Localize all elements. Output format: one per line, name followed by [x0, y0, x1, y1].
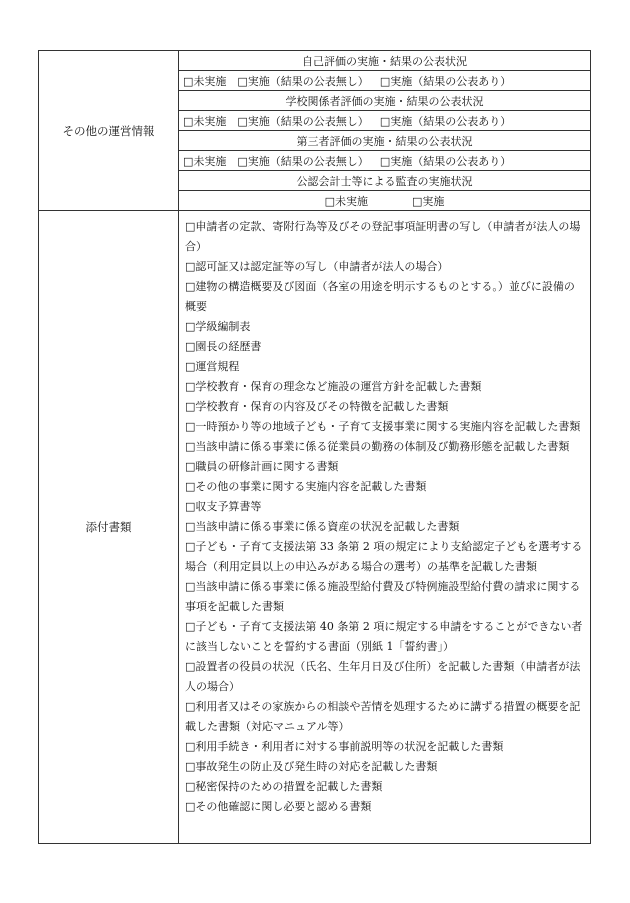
attachment-item[interactable]: □一時預かり等の地域子ども・子育て支援事業に関する実施内容を記載した書類	[185, 420, 581, 433]
attachment-item[interactable]: □子ども・子育て支援法第 40 条第 2 項に規定する申請をすることができない者に該当しないことを誓約する書面（別紙 1「誓約書」）	[185, 620, 583, 653]
option-done-published[interactable]: □実施（結果の公表あり）	[379, 74, 512, 88]
other-info-label: その他の運営情報	[39, 51, 179, 211]
attachment-item[interactable]: □収支予算書等	[185, 500, 262, 513]
attachment-item[interactable]: □当該申請に係る事業に係る資産の状況を記載した書類	[185, 520, 460, 533]
school-eval-options	[179, 111, 591, 131]
attachment-item[interactable]: □運営規程	[185, 360, 240, 373]
option-not-done[interactable]: □未実施	[183, 74, 227, 88]
attachment-item[interactable]: □その他の事業に関する実施内容を記載した書類	[185, 480, 427, 493]
attachments-label: 添付書類	[39, 211, 179, 844]
third-party-eval-options	[179, 151, 591, 171]
attachment-item[interactable]: □当該申請に係る事業に係る施設型給付費及び特例施設型給付費の請求に関する事項を記載した書類	[185, 580, 581, 613]
attachment-item[interactable]: □利用者又はその家族からの相談や苦情を処理するために講ずる措置の概要を記載した書類（対応マニュアル等）	[185, 700, 581, 733]
option-done-unpublished[interactable]: □実施（結果の公表無し）	[237, 154, 369, 168]
attachment-item[interactable]: □認可証又は認定証等の写し（申請者が法人の場合）	[185, 260, 449, 273]
attachments-list	[179, 211, 591, 844]
option-done-unpublished[interactable]: □実施（結果の公表無し）	[237, 114, 369, 128]
third-party-eval-heading: 第三者評価の実施・結果の公表状況	[179, 131, 591, 151]
form-table	[38, 50, 591, 844]
attachment-item[interactable]: □建物の構造概要及び図面（各室の用途を明示するものとする。）並びに設備の概要	[185, 280, 575, 313]
attachment-item[interactable]: □学校教育・保育の理念など施設の運営方針を記載した書類	[185, 380, 482, 393]
attachment-item[interactable]: □職員の研修計画に関する書類	[185, 460, 339, 473]
self-eval-heading: 自己評価の実施・結果の公表状況	[179, 51, 591, 71]
attachment-item[interactable]: □学校教育・保育の内容及びその特徴を記載した書類	[185, 400, 449, 413]
attachment-item[interactable]: □学級編制表	[185, 320, 251, 333]
option-not-done[interactable]: □未実施	[183, 154, 227, 168]
attachment-item[interactable]: □その他確認に関し必要と認める書類	[185, 800, 372, 813]
school-eval-heading: 学校関係者評価の実施・結果の公表状況	[179, 91, 591, 111]
audit-option-not-done[interactable]: □未実施	[324, 194, 368, 208]
attachment-item[interactable]: □利用手続き・利用者に対する事前説明等の状況を記載した書類	[185, 740, 504, 753]
option-not-done[interactable]: □未実施	[183, 114, 227, 128]
audit-options	[179, 191, 591, 211]
audit-option-done[interactable]: □実施	[412, 194, 445, 208]
attachment-item[interactable]: □設置者の役員の状況（氏名、生年月日及び住所）を記載した書類（申請者が法人の場合）	[185, 660, 581, 693]
attachment-item[interactable]: □秘密保持のための措置を記載した書類	[185, 780, 383, 793]
attachment-item[interactable]: □当該申請に係る事業に係る従業員の勤務の体制及び勤務形態を記載した書類	[185, 440, 570, 453]
self-eval-options	[179, 71, 591, 91]
attachment-item[interactable]: □園長の経歴書	[185, 340, 262, 353]
attachment-item[interactable]: □申請者の定款、寄附行為等及びその登記事項証明書の写し（申請者が法人の場合）	[185, 220, 581, 253]
attachment-item[interactable]: □事故発生の防止及び発生時の対応を記載した書類	[185, 760, 438, 773]
audit-heading: 公認会計士等による監査の実施状況	[179, 171, 591, 191]
option-done-published[interactable]: □実施（結果の公表あり）	[379, 114, 512, 128]
option-done-published[interactable]: □実施（結果の公表あり）	[379, 154, 512, 168]
option-done-unpublished[interactable]: □実施（結果の公表無し）	[237, 74, 369, 88]
attachment-item[interactable]: □子ども・子育て支援法第 33 条第 2 項の規定により支給認定子どもを選考する場合（利用定員以上の申込みがある場合の選考）の基準を記載した書類	[185, 540, 583, 573]
